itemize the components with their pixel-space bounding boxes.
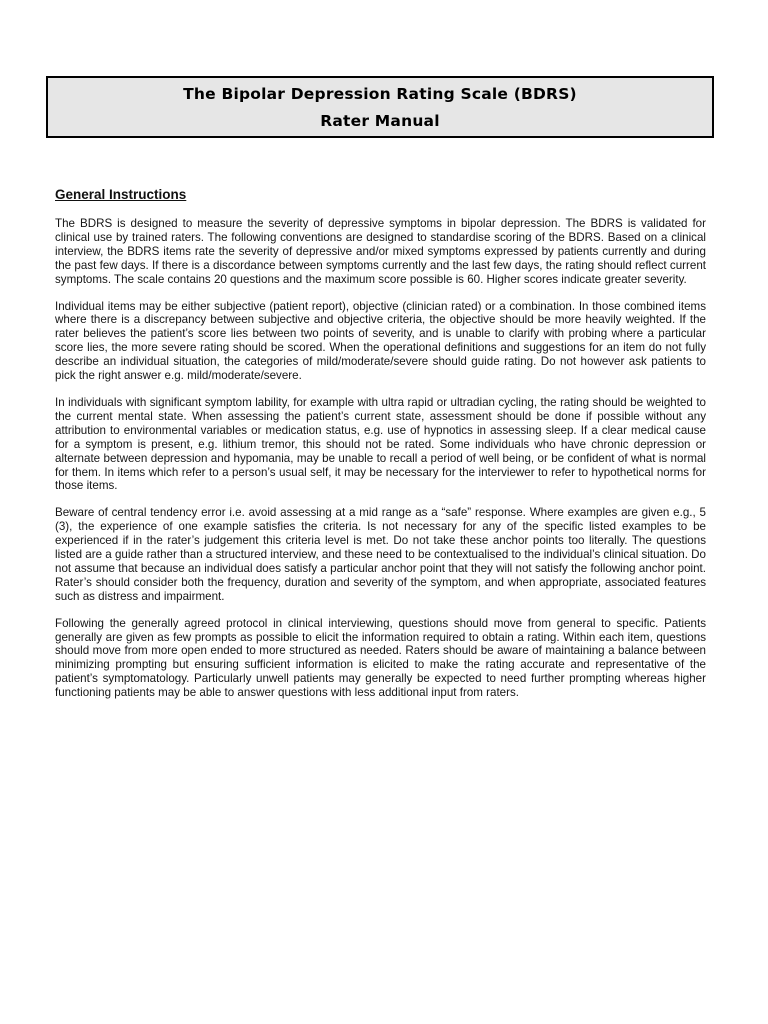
paragraph: The BDRS is designed to measure the severity of depressive symptoms in bipolar depression. The BDRS is validated for clinical use by trained raters. The following conventions are designed to standardise scoring of the BDRS. Based on a clinical interview, the BDRS items rate the severity of depressive and/or mixed symptoms expressed by patients currently and during the past few days. If there is a discordance between symptoms currently and the last few days, the rating should reflect current symptoms. The scale contains 20 questions and the maximum score possible is 60. Higher scores indicate greater severity. (55, 217, 706, 286)
paragraph: Following the generally agreed protocol in clinical interviewing, questions should move from general to specific. Patients generally are given as few prompts as possible to elicit the information required to obtain a rating. Within each item, questions should move from more open ended to more structured as needed. Raters should be aware of maintaining a balance between minimizing prompting but ensuring sufficient information is elicited to make the rating accurate and representative of the patient’s symptomatology. Particularly unwell patients may generally be expected to need further prompting whereas higher functioning patients may be able to answer questions with less additional input from raters. (55, 616, 706, 700)
section-heading: General Instructions (55, 187, 187, 202)
document-title: The Bipolar Depression Rating Scale (BDRS) (183, 85, 577, 103)
paragraph: Individual items may be either subjective (patient report), objective (clinician rated) or a combination. In those combined items where there is a discrepancy between subjective and objective criteria, the objective should be more heavily weighted. If the rater believes the patient’s score lies between two points of severity, and is unable to clarify with probing where a particular score lies, the more severe rating should be scored. When the operational definitions and suggestions for an item do not fully describe an individual situation, the categories of mild/moderate/severe should guide rating. Do not however ask patients to pick the right answer e.g. mild/moderate/severe. (55, 299, 706, 383)
section-body (55, 217, 706, 713)
document-title-box (46, 76, 714, 138)
paragraph: In individuals with significant symptom lability, for example with ultra rapid or ultradian cycling, the rating should be weighted to the current mental state. When assessing the patient’s current state, assessment should be done if possible without any attribution to environmental variables or medication status, e.g. use of hypnotics in assessing sleep. If a clear medical cause for a symptom is present, e.g. lithium tremor, this should not be rated. Some individuals who have chronic depression or alternate between depression and hypomania, may be unable to recall a period of well being, or be confident of what is normal for them. In items which refer to a person’s usual self, it may be necessary for the interviewer to refer to hypothetical norms for those items. (55, 395, 706, 493)
paragraph: Beware of central tendency error i.e. avoid assessing at a mid range as a “safe” response. Where examples are given e.g., 5 (3), the experience of one example satisfies the criteria. Is not necessary for any of the specific listed examples to be experienced if in the rater’s judgement this criteria level is met. Do not take these anchor points too literally. The questions listed are a guide rather than a structured interview, and these need to be contextualised to the individual’s clinical situation. Do not assume that because an individual does satisfy a particular anchor point that they will not satisfy the following anchor point. Rater’s should consider both the frequency, duration and severity of the symptom, and when appropriate, associated features such as distress and impairment. (55, 506, 706, 603)
document-subtitle: Rater Manual (320, 112, 440, 130)
